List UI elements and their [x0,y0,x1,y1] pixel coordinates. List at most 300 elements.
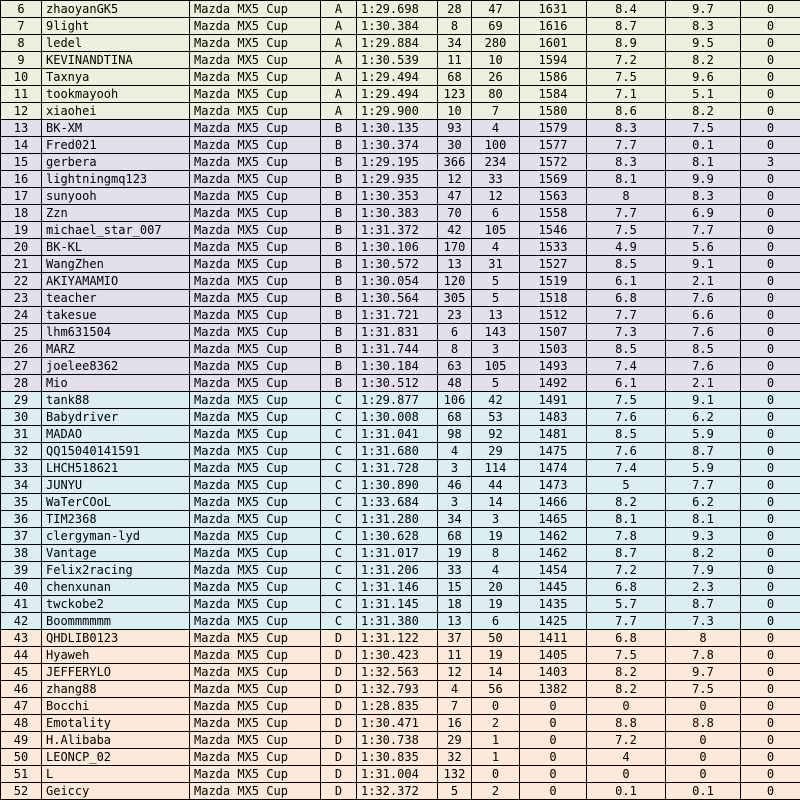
class-cell[interactable]: A [321,1,357,18]
count-2-cell[interactable]: 5 [472,290,520,307]
score-2-cell[interactable]: 0 [666,698,741,715]
score-2-cell[interactable]: 6.2 [666,494,741,511]
score-2-cell[interactable]: 9.7 [666,1,741,18]
rating-cell[interactable]: 1465 [520,511,587,528]
count-1-cell[interactable]: 170 [438,239,472,256]
score-2-cell[interactable]: 9.3 [666,528,741,545]
score-2-cell[interactable]: 2.1 [666,273,741,290]
last-value-cell[interactable]: 0 [741,511,800,528]
rating-cell[interactable]: 1518 [520,290,587,307]
count-2-cell[interactable]: 69 [472,18,520,35]
car-cell[interactable]: Mazda MX5 Cup [190,35,321,52]
count-2-cell[interactable]: 47 [472,1,520,18]
last-value-cell[interactable]: 0 [741,766,800,783]
driver-name-cell[interactable]: gerbera [42,154,190,171]
car-cell[interactable]: Mazda MX5 Cup [190,239,321,256]
last-value-cell[interactable]: 0 [741,86,800,103]
lap-time-cell[interactable]: 1:30.471 [357,715,438,732]
rating-cell[interactable]: 1527 [520,256,587,273]
count-2-cell[interactable]: 12 [472,188,520,205]
last-value-cell[interactable]: 0 [741,681,800,698]
row-number-cell[interactable]: 29 [1,392,42,409]
score-1-cell[interactable]: 5 [587,477,666,494]
score-1-cell[interactable]: 0 [587,698,666,715]
class-cell[interactable]: D [321,647,357,664]
last-value-cell[interactable]: 0 [741,664,800,681]
driver-name-cell[interactable]: chenxunan [42,579,190,596]
row-number-cell[interactable]: 31 [1,426,42,443]
car-cell[interactable]: Mazda MX5 Cup [190,664,321,681]
score-1-cell[interactable]: 7.5 [587,69,666,86]
score-2-cell[interactable]: 7.3 [666,613,741,630]
count-1-cell[interactable]: 37 [438,630,472,647]
row-number-cell[interactable]: 10 [1,69,42,86]
lap-time-cell[interactable]: 1:31.728 [357,460,438,477]
row-number-cell[interactable]: 15 [1,154,42,171]
car-cell[interactable]: Mazda MX5 Cup [190,307,321,324]
count-1-cell[interactable]: 13 [438,256,472,273]
driver-name-cell[interactable]: QHDLIB0123 [42,630,190,647]
count-2-cell[interactable]: 8 [472,545,520,562]
count-2-cell[interactable]: 56 [472,681,520,698]
count-2-cell[interactable]: 2 [472,783,520,800]
row-number-cell[interactable]: 33 [1,460,42,477]
car-cell[interactable]: Mazda MX5 Cup [190,222,321,239]
driver-name-cell[interactable]: xiaohei [42,103,190,120]
score-2-cell[interactable]: 8.7 [666,443,741,460]
lap-time-cell[interactable]: 1:32.372 [357,783,438,800]
driver-name-cell[interactable]: zhaoyanGK5 [42,1,190,18]
driver-name-cell[interactable]: joelee8362 [42,358,190,375]
class-cell[interactable]: C [321,511,357,528]
rating-cell[interactable]: 1382 [520,681,587,698]
last-value-cell[interactable]: 0 [741,732,800,749]
score-1-cell[interactable]: 7.5 [587,392,666,409]
count-2-cell[interactable]: 50 [472,630,520,647]
score-1-cell[interactable]: 7.5 [587,647,666,664]
car-cell[interactable]: Mazda MX5 Cup [190,630,321,647]
driver-name-cell[interactable]: ledel [42,35,190,52]
score-2-cell[interactable]: 0 [666,749,741,766]
count-2-cell[interactable]: 14 [472,664,520,681]
last-value-cell[interactable]: 0 [741,69,800,86]
count-2-cell[interactable]: 4 [472,120,520,137]
count-2-cell[interactable]: 105 [472,358,520,375]
count-1-cell[interactable]: 48 [438,375,472,392]
score-1-cell[interactable]: 7.4 [587,460,666,477]
lap-time-cell[interactable]: 1:31.004 [357,766,438,783]
car-cell[interactable]: Mazda MX5 Cup [190,579,321,596]
count-1-cell[interactable]: 8 [438,341,472,358]
driver-name-cell[interactable]: Boommmmmm [42,613,190,630]
class-cell[interactable]: C [321,562,357,579]
lap-time-cell[interactable]: 1:29.935 [357,171,438,188]
count-1-cell[interactable]: 366 [438,154,472,171]
rating-cell[interactable]: 1533 [520,239,587,256]
rating-cell[interactable]: 1631 [520,1,587,18]
rating-cell[interactable]: 1512 [520,307,587,324]
class-cell[interactable]: B [321,120,357,137]
class-cell[interactable]: D [321,732,357,749]
last-value-cell[interactable]: 0 [741,18,800,35]
rating-cell[interactable]: 1411 [520,630,587,647]
count-1-cell[interactable]: 10 [438,103,472,120]
score-2-cell[interactable]: 9.7 [666,664,741,681]
score-1-cell[interactable]: 0 [587,766,666,783]
class-cell[interactable]: D [321,766,357,783]
count-2-cell[interactable]: 13 [472,307,520,324]
car-cell[interactable]: Mazda MX5 Cup [190,477,321,494]
count-2-cell[interactable]: 6 [472,613,520,630]
score-2-cell[interactable]: 7.7 [666,222,741,239]
rating-cell[interactable]: 1462 [520,545,587,562]
class-cell[interactable]: C [321,579,357,596]
rating-cell[interactable]: 0 [520,766,587,783]
rating-cell[interactable]: 1473 [520,477,587,494]
lap-time-cell[interactable]: 1:28.835 [357,698,438,715]
count-2-cell[interactable]: 19 [472,528,520,545]
driver-name-cell[interactable]: Emotality [42,715,190,732]
last-value-cell[interactable]: 0 [741,358,800,375]
row-number-cell[interactable]: 12 [1,103,42,120]
score-1-cell[interactable]: 8.2 [587,681,666,698]
driver-name-cell[interactable]: Felix2racing [42,562,190,579]
last-value-cell[interactable]: 0 [741,494,800,511]
row-number-cell[interactable]: 7 [1,18,42,35]
last-value-cell[interactable]: 0 [741,460,800,477]
rating-cell[interactable]: 0 [520,698,587,715]
lap-time-cell[interactable]: 1:30.008 [357,409,438,426]
driver-name-cell[interactable]: zhang88 [42,681,190,698]
rating-cell[interactable]: 1492 [520,375,587,392]
score-2-cell[interactable]: 6.2 [666,409,741,426]
score-2-cell[interactable]: 8.8 [666,715,741,732]
car-cell[interactable]: Mazda MX5 Cup [190,749,321,766]
count-1-cell[interactable]: 11 [438,647,472,664]
car-cell[interactable]: Mazda MX5 Cup [190,426,321,443]
class-cell[interactable]: C [321,460,357,477]
row-number-cell[interactable]: 14 [1,137,42,154]
score-1-cell[interactable]: 6.8 [587,579,666,596]
class-cell[interactable]: C [321,426,357,443]
count-1-cell[interactable]: 19 [438,545,472,562]
row-number-cell[interactable]: 13 [1,120,42,137]
count-2-cell[interactable]: 3 [472,341,520,358]
car-cell[interactable]: Mazda MX5 Cup [190,511,321,528]
count-2-cell[interactable]: 114 [472,460,520,477]
score-1-cell[interactable]: 7.2 [587,732,666,749]
count-1-cell[interactable]: 46 [438,477,472,494]
score-1-cell[interactable]: 7.7 [587,613,666,630]
score-1-cell[interactable]: 8.8 [587,715,666,732]
last-value-cell[interactable]: 0 [741,324,800,341]
rating-cell[interactable]: 1405 [520,647,587,664]
count-2-cell[interactable]: 26 [472,69,520,86]
class-cell[interactable]: B [321,273,357,290]
row-number-cell[interactable]: 30 [1,409,42,426]
lap-time-cell[interactable]: 1:32.563 [357,664,438,681]
driver-name-cell[interactable]: MADAO [42,426,190,443]
last-value-cell[interactable]: 0 [741,783,800,800]
car-cell[interactable]: Mazda MX5 Cup [190,528,321,545]
driver-name-cell[interactable]: Fred021 [42,137,190,154]
score-2-cell[interactable]: 9.6 [666,69,741,86]
class-cell[interactable]: C [321,596,357,613]
lap-time-cell[interactable]: 1:30.564 [357,290,438,307]
count-1-cell[interactable]: 42 [438,222,472,239]
count-2-cell[interactable]: 20 [472,579,520,596]
rating-cell[interactable]: 1594 [520,52,587,69]
score-1-cell[interactable]: 8.2 [587,494,666,511]
rating-cell[interactable]: 0 [520,732,587,749]
rating-cell[interactable]: 1558 [520,205,587,222]
rating-cell[interactable]: 1493 [520,358,587,375]
row-number-cell[interactable]: 21 [1,256,42,273]
car-cell[interactable]: Mazda MX5 Cup [190,392,321,409]
score-2-cell[interactable]: 8.3 [666,18,741,35]
score-2-cell[interactable]: 8 [666,630,741,647]
car-cell[interactable]: Mazda MX5 Cup [190,18,321,35]
score-2-cell[interactable]: 8.1 [666,154,741,171]
car-cell[interactable]: Mazda MX5 Cup [190,698,321,715]
count-1-cell[interactable]: 32 [438,749,472,766]
score-2-cell[interactable]: 2.1 [666,375,741,392]
score-1-cell[interactable]: 8.3 [587,120,666,137]
lap-time-cell[interactable]: 1:31.721 [357,307,438,324]
lap-time-cell[interactable]: 1:29.494 [357,69,438,86]
score-1-cell[interactable]: 8.5 [587,426,666,443]
class-cell[interactable]: B [321,171,357,188]
last-value-cell[interactable]: 0 [741,698,800,715]
last-value-cell[interactable]: 0 [741,749,800,766]
lap-time-cell[interactable]: 1:31.145 [357,596,438,613]
score-2-cell[interactable]: 9.1 [666,256,741,273]
score-2-cell[interactable]: 6.6 [666,307,741,324]
count-1-cell[interactable]: 33 [438,562,472,579]
class-cell[interactable]: B [321,307,357,324]
count-1-cell[interactable]: 70 [438,205,472,222]
class-cell[interactable]: B [321,324,357,341]
count-1-cell[interactable]: 63 [438,358,472,375]
row-number-cell[interactable]: 40 [1,579,42,596]
score-1-cell[interactable]: 8.5 [587,256,666,273]
score-2-cell[interactable]: 8.2 [666,545,741,562]
row-number-cell[interactable]: 37 [1,528,42,545]
count-2-cell[interactable]: 33 [472,171,520,188]
lap-time-cell[interactable]: 1:30.835 [357,749,438,766]
score-2-cell[interactable]: 8.5 [666,341,741,358]
row-number-cell[interactable]: 39 [1,562,42,579]
rating-cell[interactable]: 1474 [520,460,587,477]
row-number-cell[interactable]: 25 [1,324,42,341]
last-value-cell[interactable]: 0 [741,392,800,409]
count-1-cell[interactable]: 13 [438,613,472,630]
car-cell[interactable]: Mazda MX5 Cup [190,613,321,630]
driver-name-cell[interactable]: LEONCP_02 [42,749,190,766]
class-cell[interactable]: B [321,341,357,358]
row-number-cell[interactable]: 20 [1,239,42,256]
lap-time-cell[interactable]: 1:31.372 [357,222,438,239]
rating-cell[interactable]: 0 [520,715,587,732]
lap-time-cell[interactable]: 1:29.494 [357,86,438,103]
driver-name-cell[interactable]: twckobe2 [42,596,190,613]
count-1-cell[interactable]: 7 [438,698,472,715]
row-number-cell[interactable]: 48 [1,715,42,732]
row-number-cell[interactable]: 43 [1,630,42,647]
lap-time-cell[interactable]: 1:30.628 [357,528,438,545]
row-number-cell[interactable]: 36 [1,511,42,528]
class-cell[interactable]: C [321,477,357,494]
row-number-cell[interactable]: 11 [1,86,42,103]
last-value-cell[interactable]: 0 [741,307,800,324]
row-number-cell[interactable]: 52 [1,783,42,800]
score-1-cell[interactable]: 8 [587,188,666,205]
score-1-cell[interactable]: 7.7 [587,205,666,222]
count-2-cell[interactable]: 100 [472,137,520,154]
score-1-cell[interactable]: 4 [587,749,666,766]
score-1-cell[interactable]: 8.6 [587,103,666,120]
row-number-cell[interactable]: 22 [1,273,42,290]
lap-time-cell[interactable]: 1:30.423 [357,647,438,664]
count-2-cell[interactable]: 1 [472,732,520,749]
driver-name-cell[interactable]: sunyooh [42,188,190,205]
score-1-cell[interactable]: 7.3 [587,324,666,341]
lap-time-cell[interactable]: 1:30.539 [357,52,438,69]
last-value-cell[interactable]: 0 [741,290,800,307]
car-cell[interactable]: Mazda MX5 Cup [190,137,321,154]
count-2-cell[interactable]: 2 [472,715,520,732]
lap-time-cell[interactable]: 1:31.206 [357,562,438,579]
score-1-cell[interactable]: 7.6 [587,443,666,460]
lap-time-cell[interactable]: 1:31.380 [357,613,438,630]
driver-name-cell[interactable]: TIM2368 [42,511,190,528]
count-2-cell[interactable]: 4 [472,239,520,256]
score-1-cell[interactable]: 7.5 [587,222,666,239]
lap-time-cell[interactable]: 1:31.744 [357,341,438,358]
driver-name-cell[interactable]: 9light [42,18,190,35]
class-cell[interactable]: D [321,715,357,732]
count-1-cell[interactable]: 6 [438,324,472,341]
score-2-cell[interactable]: 7.6 [666,324,741,341]
last-value-cell[interactable]: 0 [741,35,800,52]
rating-cell[interactable]: 1507 [520,324,587,341]
row-number-cell[interactable]: 38 [1,545,42,562]
driver-name-cell[interactable]: QQ15040141591 [42,443,190,460]
score-1-cell[interactable]: 8.7 [587,545,666,562]
rating-cell[interactable]: 1546 [520,222,587,239]
car-cell[interactable]: Mazda MX5 Cup [190,256,321,273]
lap-time-cell[interactable]: 1:31.041 [357,426,438,443]
score-1-cell[interactable]: 6.1 [587,273,666,290]
rating-cell[interactable]: 1577 [520,137,587,154]
rating-cell[interactable]: 1483 [520,409,587,426]
count-2-cell[interactable]: 0 [472,698,520,715]
count-1-cell[interactable]: 5 [438,783,472,800]
lap-time-cell[interactable]: 1:33.684 [357,494,438,511]
driver-name-cell[interactable]: L [42,766,190,783]
lap-time-cell[interactable]: 1:30.383 [357,205,438,222]
last-value-cell[interactable]: 0 [741,409,800,426]
driver-name-cell[interactable]: Mio [42,375,190,392]
rating-cell[interactable]: 1403 [520,664,587,681]
score-1-cell[interactable]: 5.7 [587,596,666,613]
class-cell[interactable]: A [321,35,357,52]
score-2-cell[interactable]: 0.1 [666,783,741,800]
car-cell[interactable]: Mazda MX5 Cup [190,86,321,103]
last-value-cell[interactable]: 0 [741,256,800,273]
driver-name-cell[interactable]: takesue [42,307,190,324]
rating-cell[interactable]: 1491 [520,392,587,409]
car-cell[interactable]: Mazda MX5 Cup [190,205,321,222]
last-value-cell[interactable]: 0 [741,579,800,596]
score-1-cell[interactable]: 7.2 [587,52,666,69]
last-value-cell[interactable]: 0 [741,341,800,358]
driver-name-cell[interactable]: H.Alibaba [42,732,190,749]
car-cell[interactable]: Mazda MX5 Cup [190,120,321,137]
class-cell[interactable]: D [321,630,357,647]
rating-cell[interactable]: 1586 [520,69,587,86]
class-cell[interactable]: B [321,290,357,307]
last-value-cell[interactable]: 0 [741,52,800,69]
count-2-cell[interactable]: 5 [472,375,520,392]
count-2-cell[interactable]: 0 [472,766,520,783]
row-number-cell[interactable]: 19 [1,222,42,239]
lap-time-cell[interactable]: 1:31.280 [357,511,438,528]
row-number-cell[interactable]: 28 [1,375,42,392]
count-2-cell[interactable]: 19 [472,647,520,664]
count-2-cell[interactable]: 10 [472,52,520,69]
count-1-cell[interactable]: 68 [438,528,472,545]
car-cell[interactable]: Mazda MX5 Cup [190,341,321,358]
lap-time-cell[interactable]: 1:30.353 [357,188,438,205]
last-value-cell[interactable]: 0 [741,613,800,630]
count-1-cell[interactable]: 34 [438,511,472,528]
class-cell[interactable]: C [321,443,357,460]
class-cell[interactable]: C [321,392,357,409]
count-1-cell[interactable]: 12 [438,664,472,681]
count-1-cell[interactable]: 18 [438,596,472,613]
driver-name-cell[interactable]: lhm631504 [42,324,190,341]
driver-name-cell[interactable]: JEFFERYLO [42,664,190,681]
car-cell[interactable]: Mazda MX5 Cup [190,1,321,18]
count-1-cell[interactable]: 34 [438,35,472,52]
count-1-cell[interactable]: 98 [438,426,472,443]
car-cell[interactable]: Mazda MX5 Cup [190,273,321,290]
count-1-cell[interactable]: 132 [438,766,472,783]
car-cell[interactable]: Mazda MX5 Cup [190,52,321,69]
rating-cell[interactable]: 1519 [520,273,587,290]
car-cell[interactable]: Mazda MX5 Cup [190,732,321,749]
last-value-cell[interactable]: 0 [741,222,800,239]
car-cell[interactable]: Mazda MX5 Cup [190,290,321,307]
row-number-cell[interactable]: 42 [1,613,42,630]
last-value-cell[interactable]: 0 [741,562,800,579]
score-2-cell[interactable]: 9.9 [666,171,741,188]
driver-name-cell[interactable]: teacher [42,290,190,307]
row-number-cell[interactable]: 35 [1,494,42,511]
lap-time-cell[interactable]: 1:29.884 [357,35,438,52]
rating-cell[interactable]: 0 [520,749,587,766]
driver-name-cell[interactable]: Babydriver [42,409,190,426]
car-cell[interactable]: Mazda MX5 Cup [190,103,321,120]
rating-cell[interactable]: 1563 [520,188,587,205]
rating-cell[interactable]: 0 [520,783,587,800]
lap-time-cell[interactable]: 1:31.831 [357,324,438,341]
car-cell[interactable]: Mazda MX5 Cup [190,460,321,477]
row-number-cell[interactable]: 6 [1,1,42,18]
count-1-cell[interactable]: 120 [438,273,472,290]
score-1-cell[interactable]: 6.8 [587,630,666,647]
